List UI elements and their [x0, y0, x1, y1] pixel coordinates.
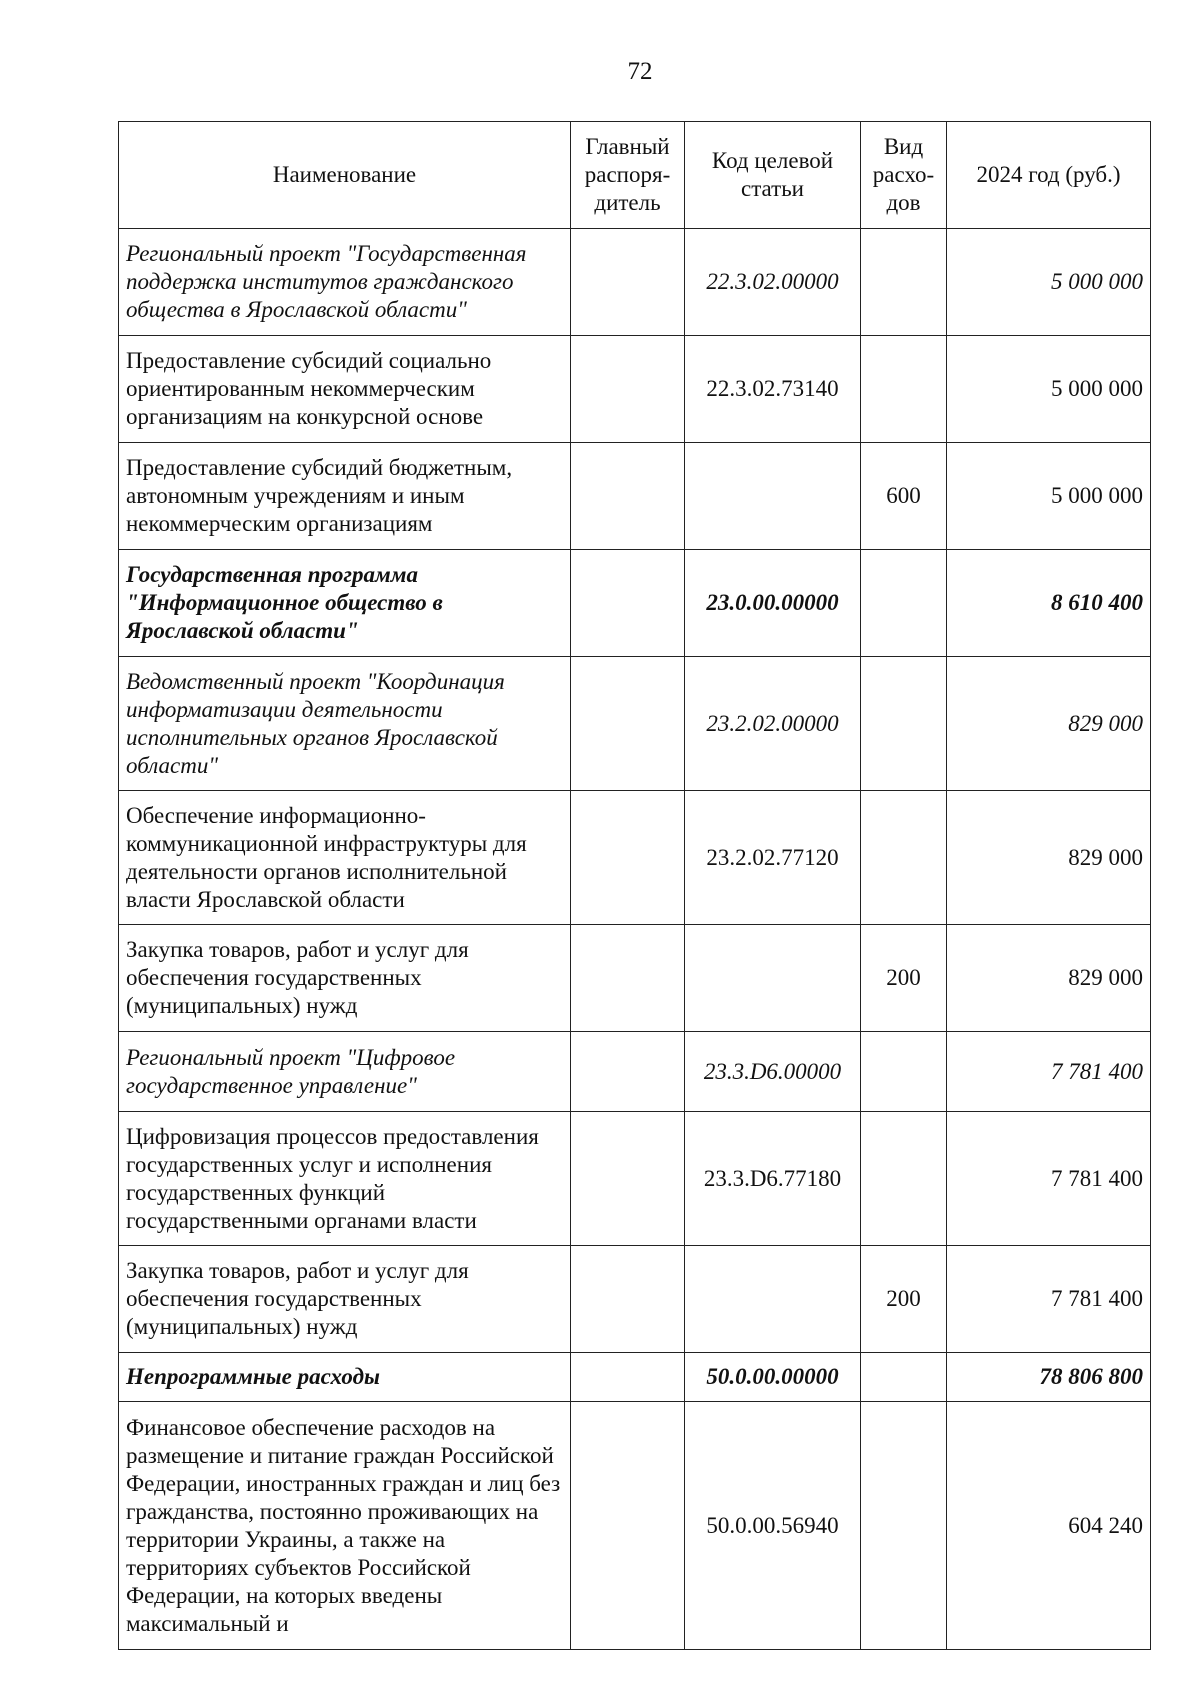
table-row	[119, 443, 1151, 550]
row-admin-cell	[571, 1032, 685, 1112]
row-code-cell: 22.3.02.73140	[685, 336, 861, 443]
row-admin-cell	[571, 550, 685, 657]
row-amount-cell: 829 000	[947, 791, 1151, 925]
row-name-cell: Финансовое обеспечение расходов на размещение и питание граждан Российской Федерации, иностранных граждан и лиц без гражданства, постоянно проживающих на территории Украины, а также на территориях субъектов Российской Федерации, на которых введены максимальный и	[119, 1402, 571, 1650]
row-name-cell: Обеспечение информационно-коммуникационной инфраструктуры для деятельности органов исполнительной власти Ярославской области	[119, 791, 571, 925]
table-row	[119, 1032, 1151, 1112]
row-name-cell: Региональный проект "Цифровое государственное управление"	[119, 1032, 571, 1112]
row-amount-cell: 5 000 000	[947, 443, 1151, 550]
table-row	[119, 1246, 1151, 1353]
table-body	[119, 229, 1151, 1650]
row-code-cell: 23.3.D6.77180	[685, 1112, 861, 1246]
row-kind-cell	[861, 1112, 947, 1246]
row-kind-cell	[861, 229, 947, 336]
row-code-cell: 50.0.00.56940	[685, 1402, 861, 1650]
row-admin-cell	[571, 791, 685, 925]
budget-table	[118, 121, 1151, 1650]
row-kind-cell	[861, 657, 947, 791]
page-number: 72	[627, 58, 653, 85]
row-name-cell: Региональный проект "Государственная поддержка институтов гражданского общества в Ярославской области"	[119, 229, 571, 336]
row-admin-cell	[571, 1246, 685, 1353]
row-kind-cell	[861, 336, 947, 443]
row-amount-cell: 829 000	[947, 657, 1151, 791]
row-code-cell	[685, 925, 861, 1032]
header-code: Код целевой статьи	[685, 122, 861, 229]
row-name-cell: Закупка товаров, работ и услуг для обеспечения государственных (муниципальных) нужд	[119, 1246, 571, 1353]
table-row	[119, 1402, 1151, 1650]
row-name-cell: Цифровизация процессов предоставления государственных услуг и исполнения государственных функций государственными органами власти	[119, 1112, 571, 1246]
row-admin-cell	[571, 336, 685, 443]
row-amount-cell: 5 000 000	[947, 229, 1151, 336]
row-admin-cell	[571, 657, 685, 791]
table-row	[119, 336, 1151, 443]
table-row	[119, 657, 1151, 791]
table-row	[119, 925, 1151, 1032]
row-kind-cell	[861, 550, 947, 657]
row-code-cell	[685, 443, 861, 550]
table-row	[119, 1112, 1151, 1246]
row-admin-cell	[571, 925, 685, 1032]
row-admin-cell	[571, 443, 685, 550]
row-code-cell: 22.3.02.00000	[685, 229, 861, 336]
row-name-cell: Государственная программа "Информационное общество в Ярославской области"	[119, 550, 571, 657]
header-admin: Главный распоря-дитель	[571, 122, 685, 229]
table-row	[119, 791, 1151, 925]
table-header-row	[119, 122, 1151, 229]
row-amount-cell: 829 000	[947, 925, 1151, 1032]
row-amount-cell: 8 610 400	[947, 550, 1151, 657]
header-year: 2024 год (руб.)	[947, 122, 1151, 229]
row-admin-cell	[571, 229, 685, 336]
row-name-cell: Закупка товаров, работ и услуг для обеспечения государственных (муниципальных) нужд	[119, 925, 571, 1032]
row-kind-cell	[861, 1032, 947, 1112]
row-code-cell: 23.0.00.00000	[685, 550, 861, 657]
row-name-cell: Предоставление субсидий социально ориентированным некоммерческим организациям на конкурсной основе	[119, 336, 571, 443]
row-amount-cell: 7 781 400	[947, 1112, 1151, 1246]
row-kind-cell: 600	[861, 443, 947, 550]
row-amount-cell: 604 240	[947, 1402, 1151, 1650]
row-code-cell	[685, 1246, 861, 1353]
row-admin-cell	[571, 1353, 685, 1402]
row-kind-cell: 200	[861, 1246, 947, 1353]
row-name-cell: Ведомственный проект "Координация информатизации деятельности исполнительных органов Ярославской области"	[119, 657, 571, 791]
row-kind-cell	[861, 1353, 947, 1402]
header-kind: Вид расхо-дов	[861, 122, 947, 229]
row-code-cell: 50.0.00.00000	[685, 1353, 861, 1402]
table-row	[119, 1353, 1151, 1402]
row-kind-cell: 200	[861, 925, 947, 1032]
row-amount-cell: 7 781 400	[947, 1032, 1151, 1112]
table-row	[119, 550, 1151, 657]
header-name: Наименование	[119, 122, 571, 229]
row-name-cell: Непрограммные расходы	[119, 1353, 571, 1402]
row-amount-cell: 78 806 800	[947, 1353, 1151, 1402]
row-admin-cell	[571, 1112, 685, 1246]
row-amount-cell: 7 781 400	[947, 1246, 1151, 1353]
row-name-cell: Предоставление субсидий бюджетным, автономным учреждениям и иным некоммерческим организациям	[119, 443, 571, 550]
row-code-cell: 23.2.02.00000	[685, 657, 861, 791]
row-kind-cell	[861, 1402, 947, 1650]
row-admin-cell	[571, 1402, 685, 1650]
row-code-cell: 23.2.02.77120	[685, 791, 861, 925]
row-amount-cell: 5 000 000	[947, 336, 1151, 443]
table-row	[119, 229, 1151, 336]
row-kind-cell	[861, 791, 947, 925]
row-code-cell: 23.3.D6.00000	[685, 1032, 861, 1112]
